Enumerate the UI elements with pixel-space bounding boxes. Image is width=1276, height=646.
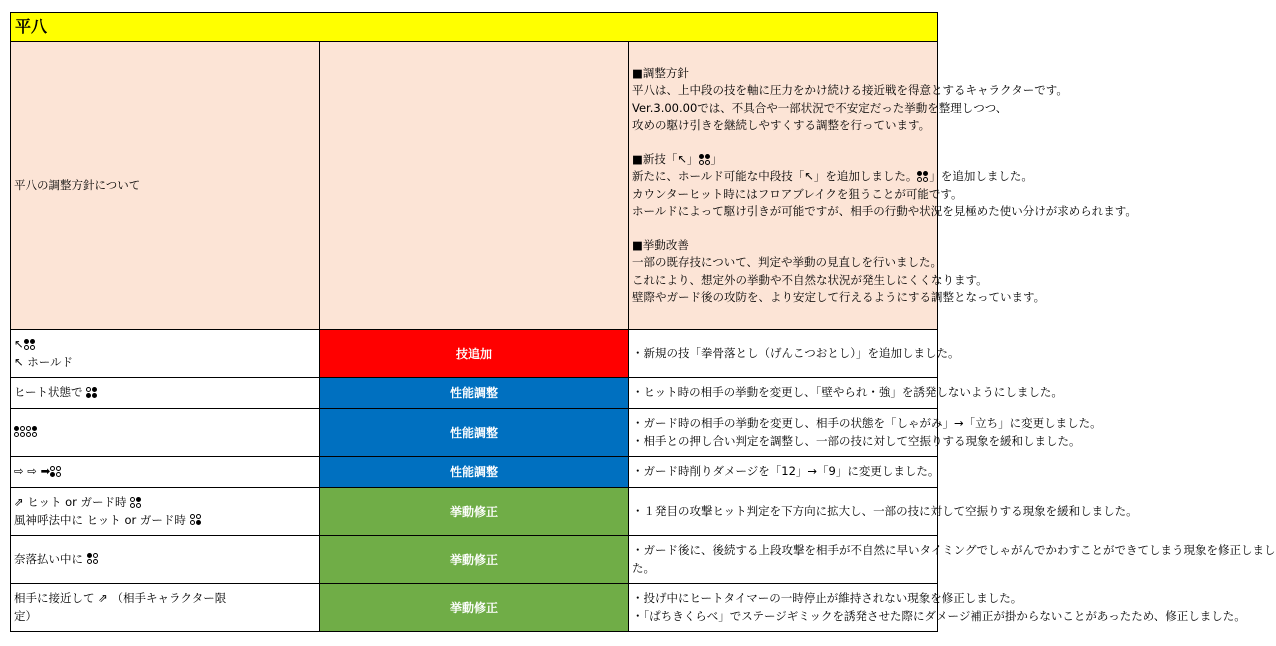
- move-text: ⇗ ヒット or ガード時: [14, 495, 131, 510]
- move-text: 風神呼法中に ヒット or ガード時: [14, 512, 190, 527]
- intro-line: Ver.3.00.00では、不具合や一部状況で不安定だった挙動を整理しつつ、: [632, 100, 1008, 115]
- change-tag: 挙動修正: [320, 488, 629, 536]
- notes-cell: [629, 378, 1063, 409]
- intro-spacer: [632, 134, 937, 151]
- move-cell: [11, 457, 320, 488]
- move-text: 相手に接近して ⇗ （相手キャラクター限: [14, 591, 227, 606]
- intro-line: ■新技「↖」 」: [632, 152, 723, 166]
- intro-line: 新たに、ホールド可能な中段技「↖」を追加しました。 」を追加しました。: [632, 169, 1033, 184]
- character-title: 平八: [11, 13, 938, 42]
- move-cell: [11, 488, 320, 536]
- move-cell: [11, 330, 320, 378]
- intro-line: これにより、想定外の挙動や不自然な状況が発生しにくくなります。: [632, 272, 988, 287]
- intro-line: 平八は、上中段の技を軸に圧力をかけ続ける接近戦を得意とするキャラクターです。: [632, 83, 1068, 98]
- table-row: [11, 457, 938, 488]
- change-tag: 挙動修正: [320, 536, 629, 584]
- note-line: ・ヒット時の相手の挙動を変更し、「壁やられ・強」を誘発しないようにしました。: [632, 385, 1063, 400]
- button-icon-1: [14, 426, 26, 438]
- intro-line: ■挙動改善: [632, 238, 689, 252]
- notes-cell: [629, 457, 938, 488]
- notes-cell: [629, 536, 1276, 584]
- intro-line: 一部の既存技について、判定や挙動の見直しを行いました。: [632, 255, 943, 270]
- move-text: ↖: [14, 337, 24, 352]
- note-line: ・ガード時削りダメージを「12」→「9」に変更しました。: [632, 464, 940, 479]
- move-cell: [11, 409, 320, 457]
- intro-spacer: [632, 220, 937, 237]
- intro-label: 平八の調整方針について: [11, 42, 320, 330]
- notes-cell: [629, 584, 1246, 632]
- intro-row: [11, 42, 938, 330]
- button-icon-4: [190, 514, 202, 526]
- table-row: [11, 536, 938, 584]
- intro-line: ■調整方針: [632, 66, 689, 80]
- intro-line: ホールドによって駆け引きが可能ですが、相手の行動や状況を見極めた使い分けが求められます。: [632, 203, 1137, 218]
- button-icon-2: [26, 426, 38, 438]
- notes-cell: [629, 330, 960, 378]
- button-icon-1-2: [917, 171, 929, 183]
- button-icon-1-2: [24, 339, 36, 351]
- button-icon-2: [130, 497, 142, 509]
- note-line: ・相手との押し合い判定を調整し、一部の技に対して空振りする現象を緩和しました。: [632, 433, 1081, 448]
- intro-line: 攻めの駆け引きを継続しやすくする調整を行っています。: [632, 117, 931, 132]
- move-text: ↖ ホールド: [14, 354, 74, 369]
- button-icon-3: [50, 466, 62, 478]
- table-row: [11, 584, 938, 632]
- intro-newmove-heading: ■新技「↖」: [632, 152, 699, 166]
- note-line: ・ガード時の相手の挙動を変更し、相手の状態を「しゃがみ」→「立ち」に変更しました。: [632, 416, 1102, 431]
- note-line: ・１発目の攻撃ヒット判定を下方向に拡大し、一部の技に対して空振りする現象を緩和しました。: [632, 503, 1138, 518]
- change-tag: 挙動修正: [320, 584, 629, 632]
- button-icon-1: [87, 553, 99, 565]
- change-tag: 性能調整: [320, 409, 629, 457]
- note-line: ・ガード後に、後続する上段攻撃を相手が不自然に早いタイミングでしゃがんでかわすことができてしまう現象を修正しまし: [632, 543, 1276, 558]
- note-line: ・投げ中にヒートタイマーの一時停止が維持されない現象を修正しました。: [632, 591, 1023, 606]
- table-row: [11, 409, 938, 457]
- notes-cell: [629, 409, 1102, 457]
- title-row: [11, 13, 938, 42]
- intro-body: [629, 42, 1137, 330]
- intro-line: カウンターヒット時にはフロアブレイクを狙うことが可能です。: [632, 186, 963, 201]
- table-row: [11, 378, 938, 409]
- table-row: [11, 330, 938, 378]
- move-text: ⇨ ⇨ ➡: [14, 464, 51, 479]
- table-row: [11, 488, 938, 536]
- move-text: 奈落払い中に: [14, 551, 87, 566]
- move-text: ヒート状態で: [14, 385, 87, 400]
- move-cell: [11, 378, 320, 409]
- notes-cell: [629, 488, 1138, 536]
- change-tag: 性能調整: [320, 378, 629, 409]
- button-icon-1-2: [699, 154, 711, 166]
- change-tag: 性能調整: [320, 457, 629, 488]
- intro-line: 壁際やガード後の攻防を、より安定して行えるようにする調整となっています。: [632, 289, 1046, 304]
- patch-notes-table: [10, 12, 1276, 632]
- patch-notes-sheet: [10, 12, 1276, 632]
- note-line: ・新規の技「拳骨落とし（げんこつおとし）」を追加しました。: [632, 345, 960, 360]
- move-text: 定）: [14, 608, 37, 623]
- note-line: た。: [632, 560, 655, 575]
- intro-newmove-text: 新たに、ホールド可能な中段技「↖」を追加しました。: [632, 169, 918, 184]
- move-cell: [11, 536, 320, 584]
- move-cell: [11, 584, 320, 632]
- change-tag: 技追加: [320, 330, 629, 378]
- button-icon-3-4: [86, 387, 98, 399]
- note-line: ・「ぱちきくらべ」でステージギミックを誘発させた際にダメージ補正が掛からないことがあったため、修正しました。: [632, 608, 1246, 623]
- intro-tag-cell: [320, 42, 629, 330]
